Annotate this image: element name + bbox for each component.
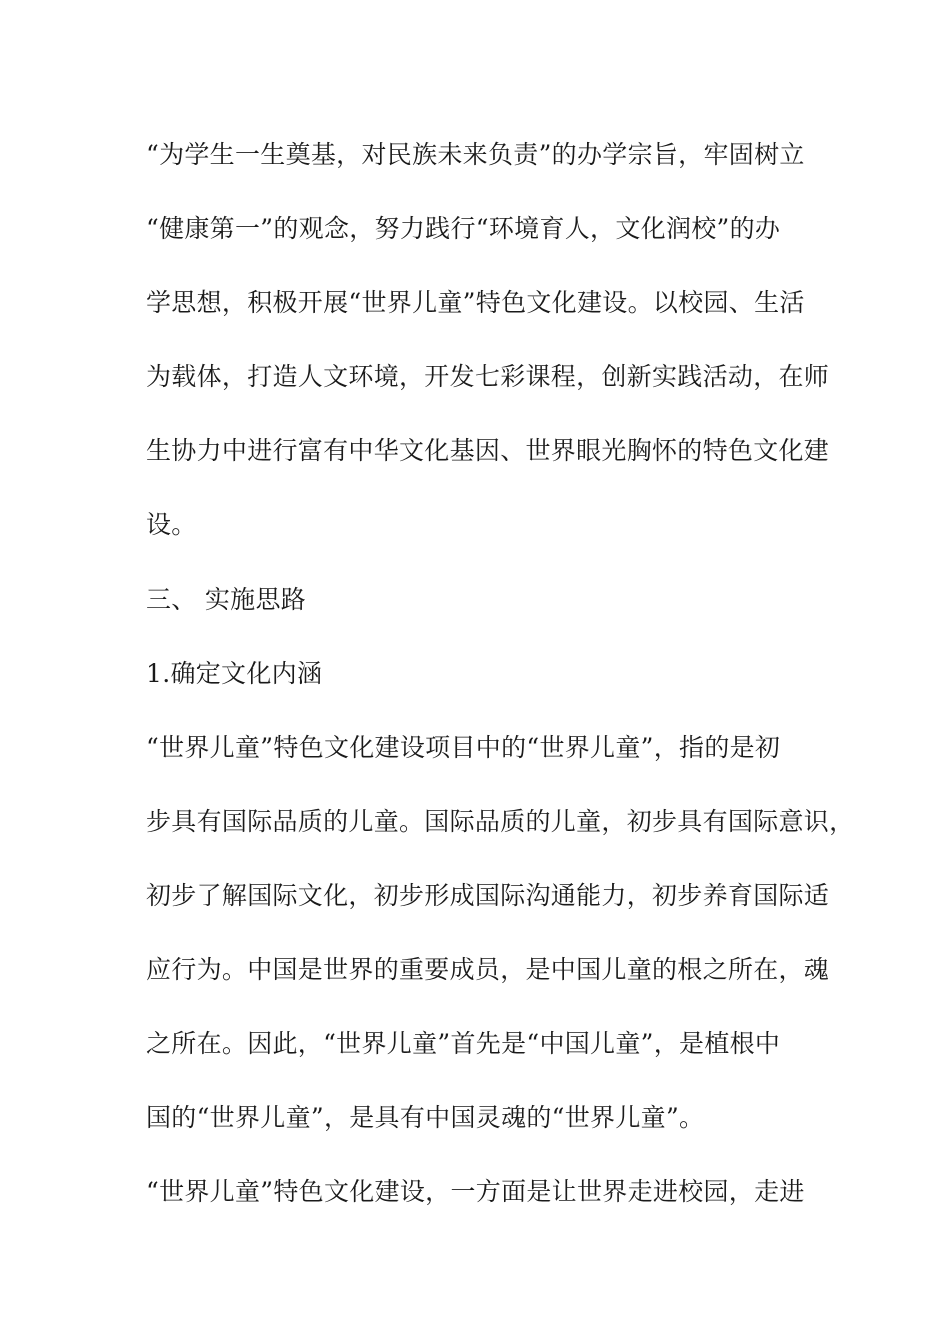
paragraph-line: “健康第一”的观念，努力践行“环境育人，文化润校”的办 — [146, 214, 781, 243]
paragraph-line: 步具有国际品质的儿童。国际品质的儿童，初步具有国际意识， — [146, 807, 855, 836]
paragraph-line: 学思想，积极开展“世界儿童”特色文化建设。以校园、生活 — [146, 288, 805, 317]
paragraph-line: 设。 — [146, 510, 197, 539]
paragraph-line: “为学生一生奠基，对民族未来负责”的办学宗旨，牢固树立 — [146, 140, 805, 169]
paragraph-line: 国的“世界儿童”，是具有中国灵魂的“世界儿童”。 — [146, 1103, 705, 1132]
subsection-heading: 1.确定文化内涵 — [146, 659, 323, 688]
paragraph-line: 之所在。因此，“世界儿童”首先是“中国儿童”，是植根中 — [146, 1029, 781, 1058]
paragraph-line: 应行为。中国是世界的重要成员，是中国儿童的根之所在，魂 — [146, 955, 830, 984]
paragraph-line: 为载体，打造人文环境，开发七彩课程，创新实践活动，在师 — [146, 362, 830, 391]
paragraph-line: 生协力中进行富有中华文化基因、世界眼光胸怀的特色文化建 — [146, 436, 830, 465]
section-heading: 三、 实施思路 — [146, 585, 307, 614]
paragraph-line: 初步了解国际文化，初步形成国际沟通能力，初步养育国际适 — [146, 881, 830, 910]
paragraph-line: “世界儿童”特色文化建设，一方面是让世界走进校园，走进 — [146, 1177, 805, 1206]
paragraph-line: “世界儿童”特色文化建设项目中的“世界儿童”，指的是初 — [146, 733, 781, 762]
